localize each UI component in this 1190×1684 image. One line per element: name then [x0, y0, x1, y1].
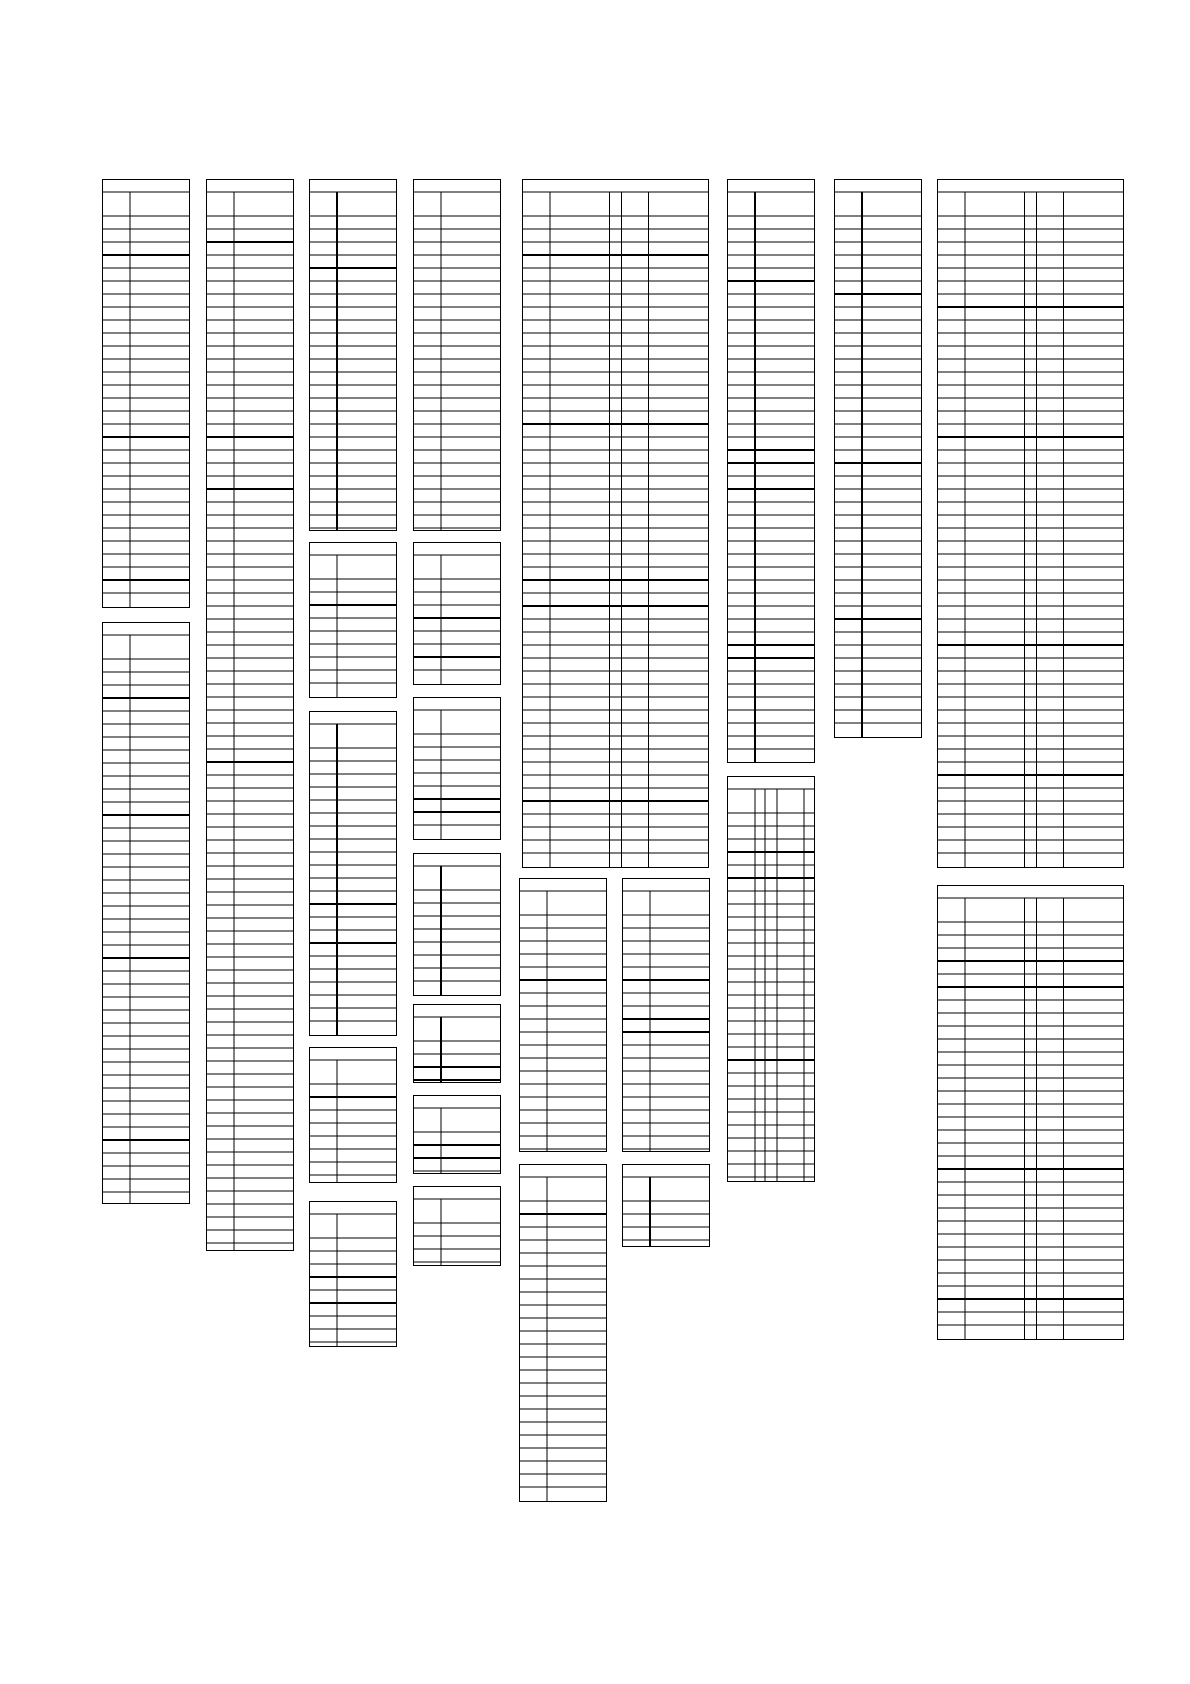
- table-grid: [835, 180, 921, 737]
- table-t20: [519, 878, 607, 1152]
- table-t02: [206, 179, 294, 1251]
- table-grid: [938, 886, 1123, 1339]
- table-t07: [834, 179, 922, 738]
- table-t22: [519, 1164, 607, 1502]
- table-t14: [413, 542, 501, 685]
- table-t05: [522, 179, 709, 868]
- table-t03: [309, 179, 397, 531]
- table-grid: [310, 180, 396, 530]
- table-t19: [413, 1186, 501, 1266]
- table-t06: [727, 179, 815, 763]
- table-t21: [622, 878, 710, 1152]
- table-grid: [310, 1202, 396, 1346]
- table-t09: [102, 622, 190, 1204]
- table-t15: [413, 697, 501, 840]
- table-grid: [523, 180, 708, 867]
- table-t10: [309, 542, 397, 698]
- table-t18: [413, 1095, 501, 1174]
- table-grid: [310, 1048, 396, 1182]
- table-grid: [938, 180, 1123, 867]
- table-t23: [622, 1164, 710, 1247]
- table-grid: [310, 712, 396, 1035]
- table-grid: [414, 543, 500, 684]
- table-t17: [413, 1004, 501, 1083]
- table-t12: [309, 1047, 397, 1183]
- table-t04: [413, 179, 501, 531]
- table-grid: [103, 180, 189, 607]
- table-grid: [623, 1165, 709, 1246]
- table-grid: [728, 180, 814, 762]
- table-grid: [414, 854, 500, 995]
- table-t11: [309, 711, 397, 1036]
- table-grid: [310, 543, 396, 697]
- table-t16: [413, 853, 501, 996]
- table-grid: [207, 180, 293, 1250]
- table-t08: [937, 179, 1124, 868]
- table-grid: [414, 698, 500, 839]
- table-t13: [309, 1201, 397, 1347]
- table-grid: [623, 879, 709, 1151]
- table-grid: [103, 623, 189, 1203]
- table-grid: [414, 1005, 500, 1082]
- table-grid: [520, 1165, 606, 1501]
- table-grid: [414, 180, 500, 530]
- table-grid: [414, 1187, 500, 1265]
- table-grid: [728, 777, 814, 1181]
- table-t24: [727, 776, 815, 1182]
- table-t25: [937, 885, 1124, 1340]
- table-t01: [102, 179, 190, 608]
- table-grid: [414, 1096, 500, 1173]
- table-grid: [520, 879, 606, 1151]
